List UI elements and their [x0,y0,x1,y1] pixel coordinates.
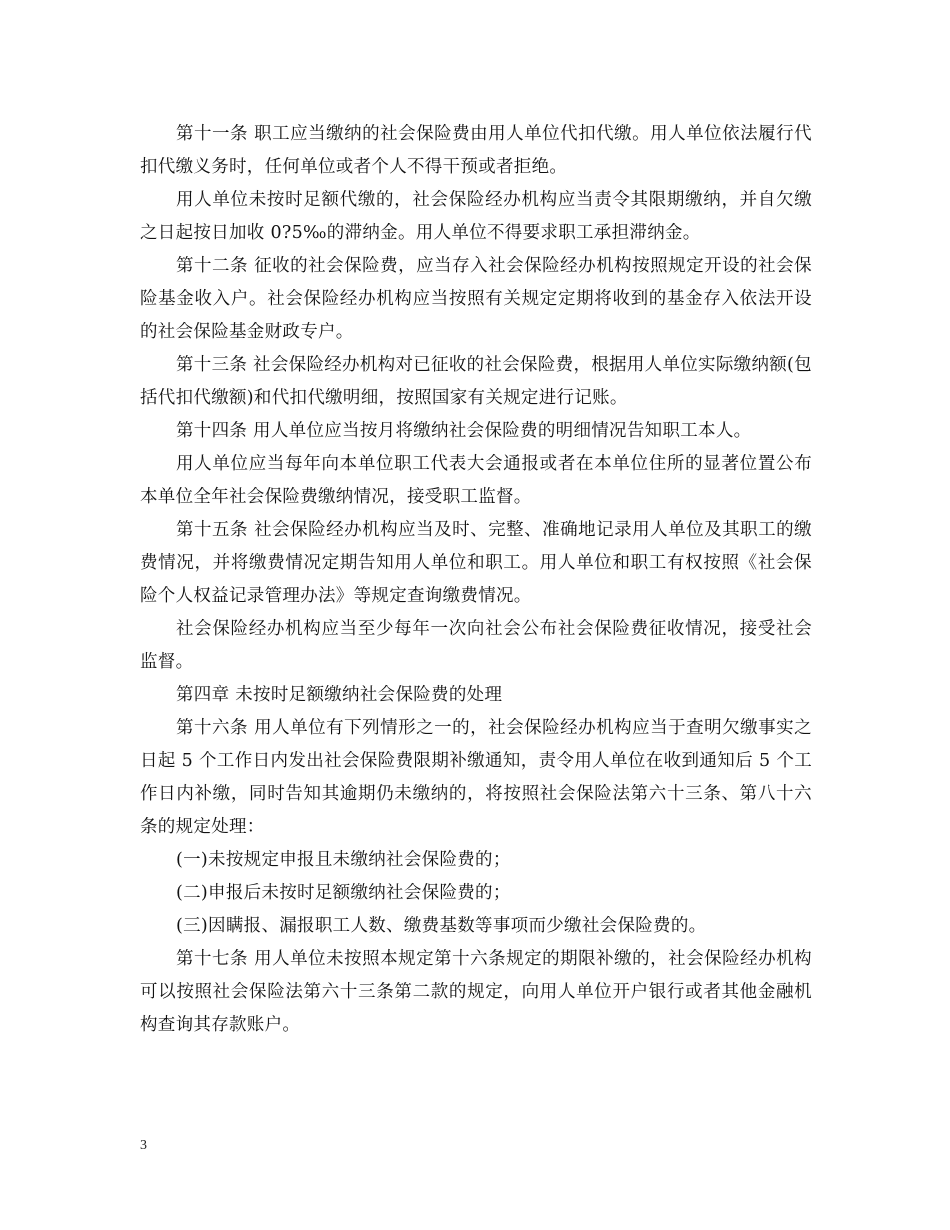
page-number: 3 [140,1138,147,1153]
article-16: 第十六条 用人单位有下列情形之一的，社会保险经办机构应当于查明欠缴事实之日起 5 个工作日内发出社会保险费限期补缴通知，责令用人单位在收到通知后 5 个工作日内补缴，同时告知其逾期仍未缴纳的，将按照社会保险法第六十三条、第八十六条的规定处理： [140,718,812,837]
article-13: 第十三条 社会保险经办机构对已征收的社会保险费，根据用人单位实际缴纳额(包括代扣代缴额)和代扣代缴明细，按照国家有关规定进行记账。 [140,355,812,408]
chapter-4-heading: 第四章 未按时足额缴纳社会保险费的处理 [176,685,503,705]
article-17: 第十七条 用人单位未按照本规定第十六条规定的期限补缴的，社会保险经办机构可以按照社会保险法第六十三条第二款的规定，向用人单位开户银行或者其他金融机构查询其存款账户。 [140,949,812,1035]
article-14: 第十四条 用人单位应当按月将缴纳社会保险费的明细情况告知职工本人。 [176,421,752,441]
article-16-item-3: (三)因瞒报、漏报职工人数、缴费基数等事项而少缴社会保险费的。 [176,916,707,936]
article-11: 第十一条 职工应当缴纳的社会保险费由用人单位代扣代缴。用人单位依法履行代扣代缴义务时，任何单位或者个人不得干预或者拒绝。 [140,124,812,177]
article-16-item-2: (二)申报后未按时足额缴纳社会保险费的； [176,883,511,903]
article-14-disclosure: 用人单位应当每年向本单位职工代表大会通报或者在本单位住所的显著位置公布本单位全年社会保险费缴纳情况，接受职工监督。 [140,454,812,507]
document-body [140,118,812,1042]
article-16-item-1: (一)未按规定申报且未缴纳社会保险费的； [176,850,511,870]
article-11-late-payment: 用人单位未按时足额代缴的，社会保险经办机构应当责令其限期缴纳，并自欠缴之日起按日加收 0?5‰的滞纳金。用人单位不得要求职工承担滞纳金。 [140,190,812,243]
article-15: 第十五条 社会保险经办机构应当及时、完整、准确地记录用人单位及其职工的缴费情况，并将缴费情况定期告知用人单位和职工。用人单位和职工有权按照《社会保险个人权益记录管理办法》等规定查询缴费情况。 [140,520,812,606]
article-15-public-disclosure: 社会保险经办机构应当至少每年一次向社会公布社会保险费征收情况，接受社会监督。 [140,619,812,672]
article-12: 第十二条 征收的社会保险费，应当存入社会保险经办机构按照规定开设的社会保险基金收入户。社会保险经办机构应当按照有关规定定期将收到的基金存入依法开设的社会保险基金财政专户。 [140,256,812,342]
